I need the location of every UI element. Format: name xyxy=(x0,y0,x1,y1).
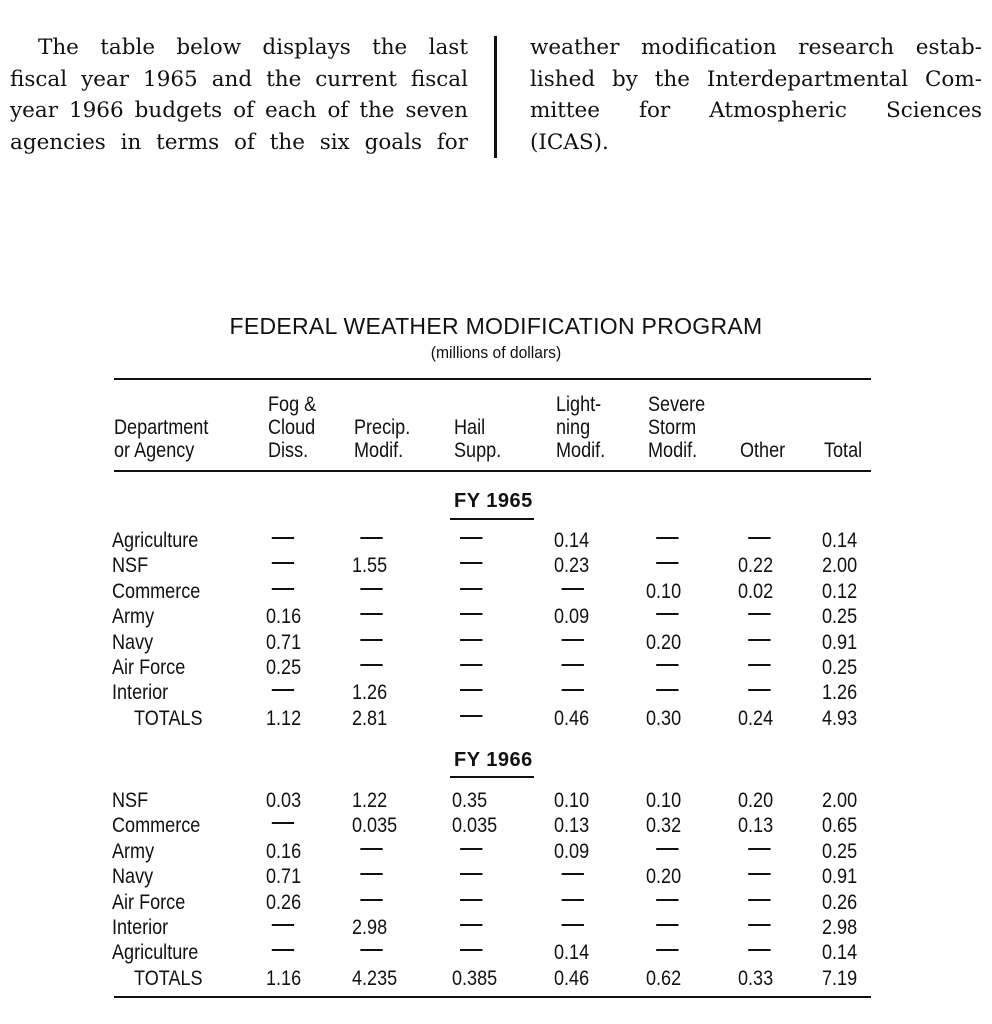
table-cell xyxy=(460,680,482,705)
table-cell: 0.20 xyxy=(737,789,774,812)
column-header: Diss. xyxy=(267,439,309,462)
agency-name: NSF xyxy=(111,554,149,578)
table-cell: 0.10 xyxy=(645,579,682,603)
agency-name: Agriculture xyxy=(111,941,199,965)
table-cell: 0.91 xyxy=(821,865,858,889)
agency-name: Interior xyxy=(111,916,169,939)
column-header: ning xyxy=(555,416,591,439)
table-cell xyxy=(748,630,770,655)
table-cell xyxy=(272,915,294,940)
totals-label: TOTALS xyxy=(133,966,203,990)
table-cell: 0.33 xyxy=(737,966,774,990)
table-cell xyxy=(656,915,678,940)
table-cell xyxy=(562,890,584,915)
table-cell xyxy=(656,839,678,864)
table-cell xyxy=(272,813,294,838)
table-cell: 0.25 xyxy=(821,656,858,679)
table-cell xyxy=(272,579,294,604)
table-cell: 1.22 xyxy=(351,789,388,812)
intro-line: year 1966 budgets of each of the seven xyxy=(10,98,468,123)
column-header: Other xyxy=(739,439,786,462)
table-cell xyxy=(460,528,482,553)
column-header: or Agency xyxy=(113,439,195,462)
table-cell xyxy=(272,940,294,965)
table-cell xyxy=(360,839,382,864)
table-cell: 0.14 xyxy=(821,941,858,965)
table-cell xyxy=(460,839,482,864)
table-cell: 0.30 xyxy=(645,706,682,730)
table-cell xyxy=(460,630,482,655)
table-cell xyxy=(460,915,482,940)
agency-name: Army xyxy=(111,839,155,863)
table-cell xyxy=(360,630,382,655)
column-header: Cloud xyxy=(267,416,316,439)
table-cell: 0.26 xyxy=(265,890,302,914)
table-cell: 0.35 xyxy=(451,789,488,812)
intro-line: agencies in terms of the six goals for xyxy=(10,129,468,155)
table-cell: 0.03 xyxy=(265,789,302,812)
intro-line: (ICAS). xyxy=(530,129,609,155)
column-header: Supp. xyxy=(453,439,502,462)
table-cell xyxy=(360,604,382,629)
table-title: FEDERAL WEATHER MODIFICATION PROGRAM xyxy=(229,313,763,339)
column-header: Modif. xyxy=(353,439,404,462)
table-cell xyxy=(748,864,770,889)
table-cell: 0.71 xyxy=(265,865,302,889)
table-cell xyxy=(460,579,482,604)
table-cell: 1.55 xyxy=(351,554,388,578)
agency-name: Agriculture xyxy=(111,529,199,552)
table-cell: 0.14 xyxy=(821,529,858,552)
table-cell xyxy=(656,940,678,965)
table-cell xyxy=(360,528,382,553)
table-cell xyxy=(748,940,770,965)
table-cell xyxy=(748,839,770,864)
fiscal-year-label: FY 1965 xyxy=(454,490,533,512)
table-cell xyxy=(360,940,382,965)
agency-name: Interior xyxy=(111,681,169,705)
table-cell xyxy=(460,890,482,915)
column-header: Modif. xyxy=(647,439,698,462)
table-cell: 1.26 xyxy=(351,681,388,705)
table-cell xyxy=(656,890,678,915)
table-cell: 0.65 xyxy=(821,814,858,838)
table-cell: 0.25 xyxy=(821,839,858,863)
table-cell: 0.14 xyxy=(553,941,590,965)
table-cell xyxy=(360,890,382,915)
table-cell xyxy=(748,915,770,940)
table-cell: 0.91 xyxy=(821,630,858,654)
table-cell xyxy=(272,680,294,705)
agency-name: Army xyxy=(111,605,155,629)
table-cell: 0.46 xyxy=(553,966,590,990)
intro-line: lished by the Interdepartmental Com- xyxy=(530,66,982,92)
column-header: Hail xyxy=(453,416,486,439)
table-cell: 0.16 xyxy=(265,605,302,629)
table-cell: 0.035 xyxy=(451,814,498,838)
table-cell xyxy=(360,579,382,604)
table-cell xyxy=(360,864,382,889)
table-cell xyxy=(460,655,482,680)
table-cell: 0.385 xyxy=(451,966,498,990)
table-cell: 1.26 xyxy=(821,681,858,705)
table-cell xyxy=(460,940,482,965)
column-header: Total xyxy=(823,439,863,462)
table-cell xyxy=(360,655,382,680)
intro-line: The table below displays the last xyxy=(38,35,468,60)
table-cell: 0.02 xyxy=(737,579,774,603)
table-cell xyxy=(272,553,294,578)
column-header: Storm xyxy=(647,416,697,439)
table-cell xyxy=(656,528,678,553)
table-cell xyxy=(656,680,678,705)
table-cell: 0.13 xyxy=(553,814,590,838)
table-cell: 0.24 xyxy=(737,706,774,730)
table-cell: 2.00 xyxy=(821,554,858,578)
agency-name: Commerce xyxy=(111,579,201,603)
table-cell: 2.00 xyxy=(821,789,858,812)
intro-line: mittee for Atmospheric Sciences xyxy=(530,98,982,123)
column-header: Fog & xyxy=(267,393,317,416)
table-cell: 0.035 xyxy=(351,814,398,838)
table-cell: 0.32 xyxy=(645,814,682,838)
agency-name: Commerce xyxy=(111,814,201,838)
table-cell xyxy=(272,528,294,553)
table-cell xyxy=(562,864,584,889)
table-cell: 2.81 xyxy=(351,706,388,730)
table-cell: 0.16 xyxy=(265,839,302,863)
table-cell: 1.12 xyxy=(265,706,302,730)
table-cell: 0.62 xyxy=(645,966,682,990)
table-cell: 4.93 xyxy=(821,706,858,730)
table-cell xyxy=(460,604,482,629)
table-cell: 2.98 xyxy=(821,916,858,939)
fiscal-year-label: FY 1966 xyxy=(454,749,533,771)
table-cell: 0.10 xyxy=(553,789,590,812)
table-cell: 0.14 xyxy=(553,529,590,552)
table-cell xyxy=(748,655,770,680)
table-cell xyxy=(562,655,584,680)
table-cell: 0.13 xyxy=(737,814,774,838)
table-cell xyxy=(656,655,678,680)
column-header: Precip. xyxy=(353,416,411,439)
table-cell xyxy=(562,630,584,655)
table-cell: 7.19 xyxy=(821,966,858,990)
table-cell: 0.71 xyxy=(265,630,302,654)
table-cell xyxy=(562,579,584,604)
table-cell: 0.20 xyxy=(645,630,682,654)
table-cell: 0.10 xyxy=(645,789,682,812)
column-header: Light- xyxy=(555,393,602,416)
table-cell xyxy=(562,915,584,940)
table-cell xyxy=(748,528,770,553)
table-cell xyxy=(460,864,482,889)
table-cell xyxy=(748,604,770,629)
agency-name: Air Force xyxy=(111,890,186,914)
agency-name: Navy xyxy=(111,865,154,889)
table-cell: 0.09 xyxy=(553,605,590,629)
intro-line: weather modification research estab- xyxy=(530,35,982,60)
table-cell xyxy=(460,706,482,731)
table-cell xyxy=(748,680,770,705)
column-header: Severe xyxy=(647,393,706,416)
table-cell: 0.25 xyxy=(265,656,302,679)
table-cell: 0.12 xyxy=(821,579,858,603)
table-cell xyxy=(562,680,584,705)
table-cell: 0.09 xyxy=(553,839,590,863)
table-cell: 0.46 xyxy=(553,706,590,730)
table-cell: 0.23 xyxy=(553,554,590,578)
column-header: Modif. xyxy=(555,439,606,462)
agency-name: Air Force xyxy=(111,656,186,679)
table-cell: 4.235 xyxy=(351,966,398,990)
table-cell xyxy=(656,553,678,578)
table-subtitle: (millions of dollars) xyxy=(430,343,562,362)
intro-line: fiscal year 1965 and the current fiscal xyxy=(10,66,468,92)
table-cell: 0.25 xyxy=(821,605,858,629)
table-cell xyxy=(748,890,770,915)
table-cell: 0.20 xyxy=(645,865,682,889)
table-cell: 2.98 xyxy=(351,916,388,939)
agency-name: Navy xyxy=(111,630,154,654)
table-cell xyxy=(656,604,678,629)
totals-label: TOTALS xyxy=(133,706,203,730)
agency-name: NSF xyxy=(111,789,149,812)
table-cell xyxy=(460,553,482,578)
column-header: Department xyxy=(113,416,209,439)
table-cell: 0.22 xyxy=(737,554,774,578)
table-cell: 1.16 xyxy=(265,966,302,990)
table-cell: 0.26 xyxy=(821,890,858,914)
